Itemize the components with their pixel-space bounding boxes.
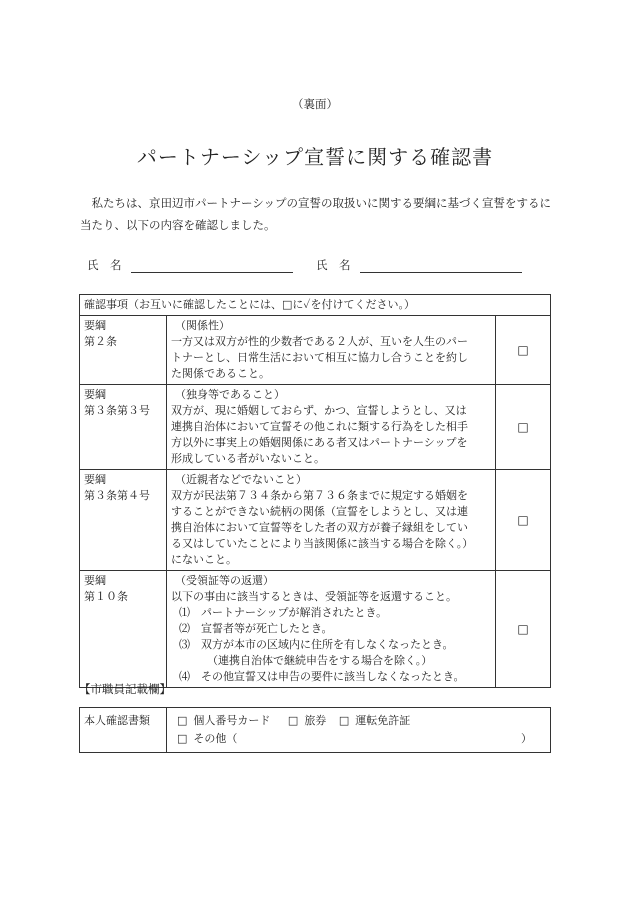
option-other: その他（ [193, 732, 238, 745]
name-field-2[interactable] [316, 257, 522, 273]
checkbox[interactable]: □ [287, 714, 299, 727]
name-line-2[interactable] [360, 259, 522, 273]
content-cell [167, 470, 496, 571]
id-doc-options [167, 708, 551, 753]
table-row [80, 571, 551, 688]
content-line: 一方又は双方が性的少数者である２人が、互いを人生のパー [171, 335, 468, 348]
page-label: （裏面） [292, 97, 338, 111]
content-line: 双方が、現に婚姻しておらず、かつ、宣誓しようとし、又は [171, 404, 467, 417]
option-passport: 旅券 [304, 714, 327, 727]
content-line: た関係であること。 [171, 367, 270, 380]
name-line-1[interactable] [131, 259, 293, 273]
content-line: することができない続柄の関係（宣誓をしようとし、又は連 [171, 505, 468, 518]
content-line: にないこと。 [171, 553, 237, 566]
article-label: 要綱 [84, 574, 106, 587]
article-number: 第２条 [84, 335, 117, 348]
checkbox[interactable]: □ [496, 316, 551, 385]
staff-table [79, 707, 551, 753]
list-item: ⑴ パートナーシップが解消されたとき。 [179, 606, 388, 619]
list-item: ⑵ 宣誓者等が死亡したとき。 [179, 622, 333, 635]
id-doc-row-other [171, 730, 546, 748]
table-header: 確認事項（お互いに確認したことには、□に✓を付けてください。） [80, 295, 551, 316]
content-line: 携自治体において宣誓等をした者の双方が養子縁組をしてい [171, 521, 468, 534]
content-cell [167, 385, 496, 470]
name-label-2: 氏 名 [316, 258, 351, 272]
article-number: 第１０条 [84, 590, 128, 603]
article-number: 第３条第３号 [84, 404, 150, 417]
staff-section-title: 【市職員記載欄】 [79, 682, 171, 696]
article-cell [80, 571, 167, 688]
list-item: ⑶ 双方が本市の区域内に住所を有しなくなったとき。 [179, 638, 454, 651]
checkbox[interactable]: □ [496, 385, 551, 470]
content-line: 以下の事由に該当するときは、受領証等を返還すること。 [171, 590, 457, 603]
checkbox[interactable]: □ [177, 714, 188, 727]
content-line: 双方が民法第７３４条から第７３６条までに規定する婚姻を [171, 489, 468, 502]
content-line: 方以外に事実上の婚姻関係にある者又はパートナーシップを [171, 436, 468, 449]
content-cell [167, 571, 496, 688]
article-cell [80, 385, 167, 470]
name-label-1: 氏 名 [87, 258, 122, 272]
content-line: る又はしていたことにより当該関係に該当する場合を除く。） [171, 537, 474, 550]
option-my-number-card: 個人番号カード [193, 714, 271, 727]
content-line: 連携自治体において宣誓その他これに類する行為をした相手 [171, 420, 468, 433]
intro-paragraph: 私たちは、京田辺市パートナーシップの宣誓の取扱いに関する要綱に基づく宣誓をするに当たり、以下の内容を確認しました。 [80, 196, 552, 232]
article-cell [80, 316, 167, 385]
list-item-note: （連携自治体で継続申告をする場合を除く。） [207, 654, 433, 667]
confirmation-table [79, 294, 551, 688]
article-label: 要綱 [84, 319, 106, 332]
checkbox[interactable]: □ [496, 470, 551, 571]
checkbox[interactable]: □ [177, 732, 188, 745]
document-title: パートナーシップ宣誓に関する確認書 [136, 145, 494, 169]
option-drivers-license: 運転免許証 [355, 714, 411, 727]
article-cell [80, 470, 167, 571]
checkbox[interactable]: □ [338, 714, 350, 727]
content-line: トナーとし、日常生活において相互に協力し合うことを約し [171, 351, 468, 364]
id-doc-label: 本人確認書類 [80, 708, 167, 753]
checkbox[interactable]: □ [496, 571, 551, 688]
table-row [80, 470, 551, 571]
article-label: 要綱 [84, 473, 106, 486]
content-cell [167, 316, 496, 385]
content-heading: （受領証等の返還） [175, 574, 274, 587]
table-row [80, 385, 551, 470]
content-line: 形成している者がいないこと。 [171, 452, 325, 465]
option-other-close: ） [521, 732, 532, 745]
content-heading: （関係性） [175, 319, 230, 332]
name-field-1[interactable] [87, 257, 293, 273]
list-item: ⑷ その他宣誓又は申告の要件に該当しなくなったとき。 [179, 670, 465, 683]
article-label: 要綱 [84, 388, 106, 401]
table-row [80, 316, 551, 385]
content-heading: （独身等であること） [175, 388, 285, 401]
content-heading: （近親者などでないこと） [175, 473, 307, 486]
article-number: 第３条第４号 [84, 489, 150, 502]
id-doc-row [171, 712, 546, 730]
